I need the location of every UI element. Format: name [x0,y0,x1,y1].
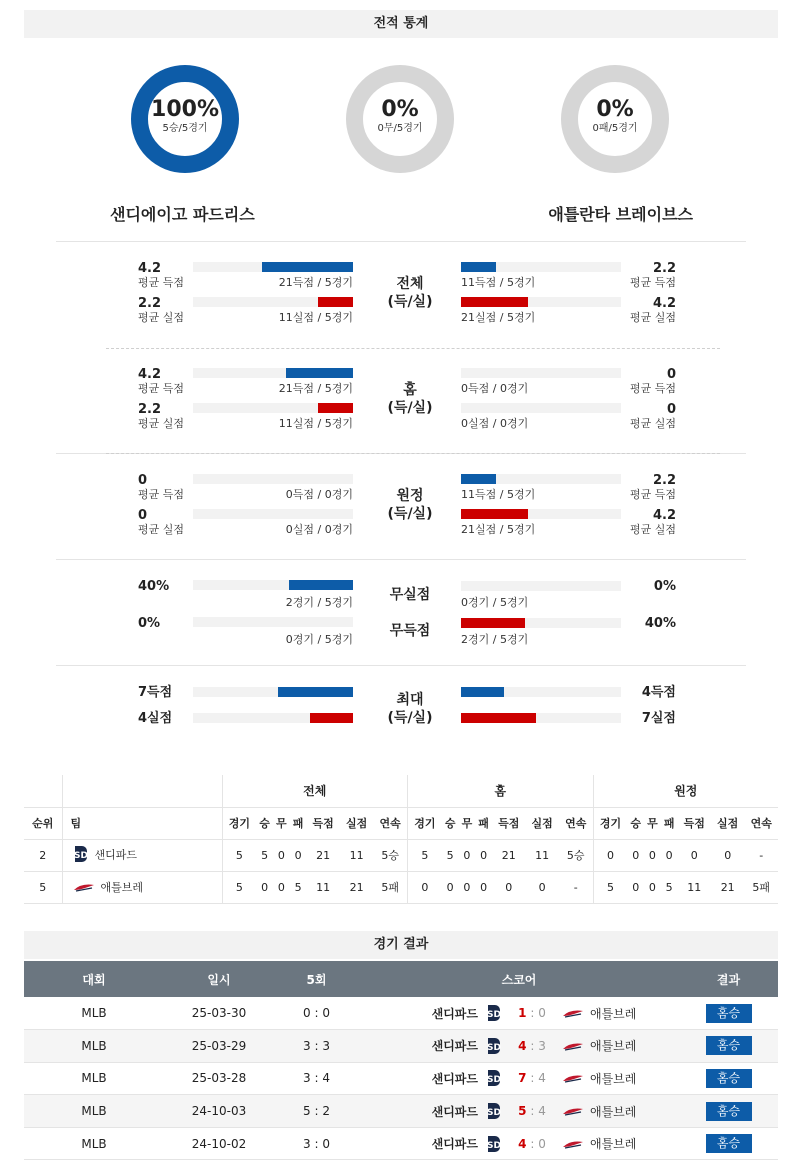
group-home: 홈 [408,775,594,807]
col-승: 승 [256,807,273,839]
score-sep: : [526,1071,539,1086]
home-score: 1 [518,1006,527,1021]
block1-left-1-val: 2.2 [138,402,162,417]
block0-right-0-fill [461,262,496,272]
stat-cell: 21 [492,839,525,871]
team-name[interactable]: 애틀브레 [100,881,144,894]
braves-logo-icon [73,882,95,895]
block1-left-0-val: 4.2 [138,367,162,382]
divider [106,453,720,454]
stat-cell: - [744,839,778,871]
home-score: 7 [518,1071,527,1086]
score-cell [359,1030,679,1063]
win-donut [131,65,239,173]
col-rank: 순위 [24,807,62,839]
date-cell: 24-10-02 [164,1127,274,1160]
block0-left-1-fill [318,297,353,307]
padres-logo-icon [486,1037,502,1055]
col-패: 패 [661,807,678,839]
block1-right-0-val: 0 [666,367,676,382]
col-무: 무 [644,807,661,839]
shutout-left-1-val: 0% [138,616,161,631]
block1-left-1-track [193,403,353,413]
block2-right-1-cap: 21실점 / 5경기 [461,523,536,536]
result-row [24,1127,778,1160]
shutout-right-0-track [461,581,621,591]
block2-right-0-cap: 11득점 / 5경기 [461,488,536,501]
block0-right-0-cap: 11득점 / 5경기 [461,276,536,289]
home-team-link[interactable]: 샌디파드 [431,1137,478,1152]
block2-right-1-lbl: 평균 실점 [629,523,676,536]
padres-logo-icon [486,1069,502,1087]
stat-cell: 0 [273,839,290,871]
loss-sub: 0패/5경기 [592,123,638,134]
col-무: 무 [459,807,476,839]
block0-left-0-fill [262,262,353,272]
col-득점: 득점 [678,807,711,839]
block1-right-1-track [461,403,621,413]
away-team-link[interactable]: 애틀브레 [590,1039,637,1054]
results-header-2: 5회 [274,961,359,997]
padres-logo-icon [73,845,89,866]
col-승: 승 [627,807,644,839]
stat-cell: 0 [593,839,627,871]
stat-cell: 5 [290,871,307,903]
block1-left-0-cap: 21득점 / 5경기 [278,382,353,395]
divider [56,559,746,560]
col-패: 패 [290,807,307,839]
stat-cell: 0 [459,839,476,871]
block0-right-1-lbl: 평균 실점 [629,311,676,324]
stat-cell: 0 [627,871,644,903]
stat-cell: 0 [627,839,644,871]
away-team-link[interactable]: 애틀브레 [590,1104,637,1119]
stat-cell: 21 [340,871,373,903]
padres-logo-icon [486,1004,502,1022]
league-cell: MLB [24,1030,164,1063]
col-경기: 경기 [593,807,627,839]
braves-logo-icon [562,1073,584,1083]
braves-logo-icon [562,1139,584,1149]
block0-left-0-track [193,262,353,272]
divider [56,665,746,666]
score-wrap [359,1004,679,1022]
score-wrap [359,1135,679,1153]
shutout-right-1-track [461,618,621,628]
shutout-left-0-val: 40% [138,579,170,594]
shutout-left-1-cap: 0경기 / 5경기 [285,633,353,646]
standings-row [24,839,778,871]
away-team-name: 애틀란타 브레이브스 [548,205,693,224]
block1-right-1-val: 0 [666,402,676,417]
max-right-0-fill [461,687,504,697]
score-wrap [359,1102,679,1120]
svg-text:SD: SD [487,1140,501,1151]
stat-cell: - [559,871,593,903]
score-cell [359,1062,679,1095]
block2-right-0-lbl: 평균 득점 [629,488,676,501]
block0-right-1-val: 4.2 [652,296,676,311]
padres-logo-icon [486,1135,502,1153]
away-score: 0 [538,1136,546,1151]
block2-left-1-lbl: 평균 실점 [138,523,185,536]
date-cell: 25-03-28 [164,1062,274,1095]
svg-text:SD: SD [487,1010,501,1021]
col-연속: 연속 [744,807,778,839]
block2-right-0-track [461,474,621,484]
block1-left-1-lbl: 평균 실점 [138,417,185,430]
block0-right-0-val: 2.2 [652,261,676,276]
col-실점: 실점 [340,807,373,839]
block0-right-1-fill [461,297,528,307]
home-team-link[interactable]: 샌디파드 [431,1071,478,1086]
col-연속: 연속 [559,807,593,839]
score-wrap [359,1037,679,1055]
stat-cell: 0 [459,871,476,903]
score-sep: : [526,1104,539,1119]
divider [106,348,720,349]
score [502,1006,562,1020]
result-cell [679,1095,778,1128]
result-row [24,1030,778,1063]
result-cell [679,1127,778,1160]
stat-cell: 5 [442,839,459,871]
block2-right-0-val: 2.2 [652,473,676,488]
group-all: 전체 [222,775,408,807]
draw-donut [346,65,454,173]
shutout-left-0-cap: 2경기 / 5경기 [285,596,353,609]
record-stats-title: 전적 통계 [24,10,778,38]
col-연속: 연속 [373,807,407,839]
svg-text:SD: SD [73,850,88,861]
score [502,1071,562,1085]
col-team: 팀 [62,807,222,839]
result-row [24,1095,778,1128]
block2-right-1-track [461,509,621,519]
block1-right-1-lbl: 평균 실점 [629,417,676,430]
block2-label2: (득/실) [387,506,433,522]
shutout-right-1-cap: 2경기 / 5경기 [461,633,529,646]
block2-left-0-lbl: 평균 득점 [138,488,185,501]
block1-left-0-lbl: 평균 득점 [138,382,185,395]
block0-left-0-lbl: 평균 득점 [138,276,185,289]
team-rank: 5 [24,871,62,903]
home-team-link[interactable]: 샌디파드 [431,1039,478,1054]
max-left-1-track [193,713,353,723]
col-패: 패 [475,807,492,839]
results-header-0: 대회 [24,961,164,997]
stat-cell: 0 [475,871,492,903]
loss-donut [561,65,669,173]
braves-logo-icon [562,1106,584,1116]
block2-right-1-val: 4.2 [652,508,676,523]
max-left-0-val: 7득점 [138,685,173,700]
block0-left-1-cap: 11실점 / 5경기 [278,311,353,324]
stat-cell: 0 [273,871,290,903]
max-left-1-fill [310,713,353,723]
stat-cell: 5 [593,871,627,903]
inning5-cell: 5 : 2 [274,1095,359,1128]
max-right-0-val: 4득점 [641,685,676,700]
loss-pct: 0% [596,97,634,122]
home-team-link[interactable]: 샌디파드 [431,1104,478,1119]
home-score: 4 [518,1136,527,1151]
block1-label2: (득/실) [387,400,433,416]
max-right-0-track [461,687,621,697]
svg-text:SD: SD [487,1108,501,1119]
stat-cell: 0 [475,839,492,871]
col-경기: 경기 [408,807,442,839]
stat-cell: 11 [678,871,711,903]
block0-left-1-track [193,297,353,307]
braves-logo-icon [562,1041,584,1051]
col-승: 승 [442,807,459,839]
block2-left-1-track [193,509,353,519]
score-cell [359,1095,679,1128]
result-badge[interactable]: 홈승 [706,1134,752,1153]
col-경기: 경기 [222,807,256,839]
date-cell: 24-10-03 [164,1095,274,1128]
stat-cell: 0 [711,839,744,871]
result-badge[interactable]: 홈승 [706,1036,752,1055]
block2-left-0-val: 0 [138,473,148,488]
league-cell: MLB [24,1095,164,1128]
svg-text:SD: SD [487,1075,501,1086]
block2-left-1-val: 0 [138,508,148,523]
stat-cell: 0 [661,839,678,871]
block0-left-0-cap: 21득점 / 5경기 [278,276,353,289]
col-실점: 실점 [711,807,744,839]
team-cell[interactable] [62,871,222,903]
shutout-right-0-val: 0% [653,579,676,594]
stat-cell: 5 [222,839,256,871]
away-team-link[interactable]: 애틀브레 [590,1137,637,1152]
league-cell: MLB [24,1127,164,1160]
team-rank: 2 [24,839,62,871]
block1-left-1-cap: 11실점 / 5경기 [278,417,353,430]
away-score: 4 [538,1104,546,1119]
standings-row [24,871,778,903]
block1-label1: 홈 [403,382,417,398]
stat-cell: 0 [525,871,558,903]
block2-label1: 원정 [396,488,424,504]
block1-left-1-fill [318,403,353,413]
max-left-0-fill [278,687,353,697]
score [502,1039,562,1053]
team-name[interactable]: 샌디파드 [94,848,138,861]
shutout-left-0-track [193,580,353,590]
stat-cell: 5패 [744,871,778,903]
inning5-cell: 0 : 0 [274,997,359,1030]
draw-pct: 0% [381,97,419,122]
stat-cell: 0 [492,871,525,903]
stat-cell: 5승 [559,839,593,871]
max-left-0-track [193,687,353,697]
win-sub: 5승/5경기 [162,123,208,134]
block1-right-1-cap: 0실점 / 0경기 [461,417,529,430]
stat-cell: 5 [256,839,273,871]
max-label1: 최대 [396,692,424,708]
date-cell: 25-03-30 [164,997,274,1030]
stat-cell: 5 [661,871,678,903]
away-score: 3 [538,1038,546,1053]
stat-cell: 5패 [373,871,407,903]
col-무: 무 [273,807,290,839]
stat-cell: 5승 [373,839,407,871]
results-header-3: 스코어 [359,961,679,997]
block1-right-0-lbl: 평균 득점 [629,382,676,395]
block0-right-1-track [461,297,621,307]
result-cell [679,1062,778,1095]
stat-cell: 5 [408,839,442,871]
league-cell: MLB [24,997,164,1030]
shutout-right-1-fill [461,618,525,628]
block1-right-0-cap: 0득점 / 0경기 [461,382,529,395]
svg-text:SD: SD [487,1042,501,1053]
stat-cell: 0 [408,871,442,903]
result-row [24,1062,778,1095]
col-실점: 실점 [525,807,558,839]
shutout-left-0-fill [289,580,353,590]
stat-cell: 0 [644,839,661,871]
score [502,1104,562,1118]
away-score: 4 [538,1071,546,1086]
max-right-1-fill [461,713,536,723]
draw-sub: 0무/5경기 [377,123,423,134]
home-team-link[interactable]: 샌디파드 [431,1006,478,1021]
stat-cell: 0 [442,871,459,903]
win-pct: 100% [151,97,219,122]
shutout-label2: 무득점 [389,623,431,639]
inning5-cell: 3 : 0 [274,1127,359,1160]
block0-right-0-lbl: 평균 득점 [629,276,676,289]
results-header-1: 일시 [164,961,274,997]
block0-right-0-track [461,262,621,272]
max-right-1-val: 7실점 [641,711,676,726]
block2-right-0-fill [461,474,496,484]
home-score: 4 [518,1038,527,1053]
block0-left-1-val: 2.2 [138,296,162,311]
inning5-cell: 3 : 3 [274,1030,359,1063]
score-cell [359,997,679,1030]
league-cell: MLB [24,1062,164,1095]
away-team-link[interactable]: 애틀브레 [590,1071,637,1086]
max-right-1-track [461,713,621,723]
divider [56,241,746,242]
away-score: 0 [538,1006,546,1021]
block2-left-1-cap: 0실점 / 0경기 [285,523,353,536]
stat-cell: 11 [306,871,339,903]
shutout-left-1-track [193,617,353,627]
max-left-1-val: 4실점 [138,711,173,726]
shutout-label1: 무실점 [389,587,431,603]
stat-cell: 11 [525,839,558,871]
home-team-name: 샌디에이고 파드리스 [110,205,255,224]
home-score: 5 [518,1104,527,1119]
stat-cell: 11 [340,839,373,871]
group-away: 원정 [593,775,778,807]
results-title: 경기 결과 [24,931,778,959]
block2-right-1-fill [461,509,528,519]
col-득점: 득점 [492,807,525,839]
standings-table [24,775,778,904]
away-team-link[interactable]: 애틀브레 [590,1006,637,1021]
inning5-cell: 3 : 4 [274,1062,359,1095]
shutout-right-0-cap: 0경기 / 5경기 [461,596,529,609]
block1-left-0-fill [286,368,353,378]
block0-left-1-lbl: 평균 실점 [138,311,185,324]
score-sep: : [526,1038,539,1053]
score-wrap [359,1069,679,1087]
date-cell: 25-03-29 [164,1030,274,1063]
stat-cell: 5 [222,871,256,903]
block0-left-0-val: 4.2 [138,261,162,276]
stat-cell: 21 [306,839,339,871]
block0-label2: (득/실) [387,294,433,310]
result-badge[interactable]: 홈승 [706,1102,752,1121]
block0-label1: 전체 [396,276,424,292]
score-cell [359,1127,679,1160]
stat-cell: 0 [644,871,661,903]
stat-cell: 0 [256,871,273,903]
stat-cell: 0 [290,839,307,871]
max-label2: (득/실) [387,710,433,726]
results-header-4: 결과 [679,961,778,997]
result-cell [679,1030,778,1063]
stat-cell: 0 [678,839,711,871]
results-table [24,961,778,1160]
shutout-right-1-val: 40% [644,616,676,631]
result-badge[interactable]: 홈승 [706,1069,752,1088]
block2-left-0-cap: 0득점 / 0경기 [285,488,353,501]
block2-left-0-track [193,474,353,484]
score-sep: : [526,1136,539,1151]
block1-left-0-track [193,368,353,378]
result-badge[interactable]: 홈승 [706,1004,752,1023]
team-cell[interactable] [62,839,222,871]
result-cell [679,997,778,1030]
stat-cell: 21 [711,871,744,903]
padres-logo-icon [486,1102,502,1120]
braves-logo-icon [562,1008,584,1018]
block1-right-0-track [461,368,621,378]
result-row [24,997,778,1030]
col-득점: 득점 [306,807,339,839]
score [502,1137,562,1151]
score-sep: : [526,1006,539,1021]
block0-right-1-cap: 21실점 / 5경기 [461,311,536,324]
